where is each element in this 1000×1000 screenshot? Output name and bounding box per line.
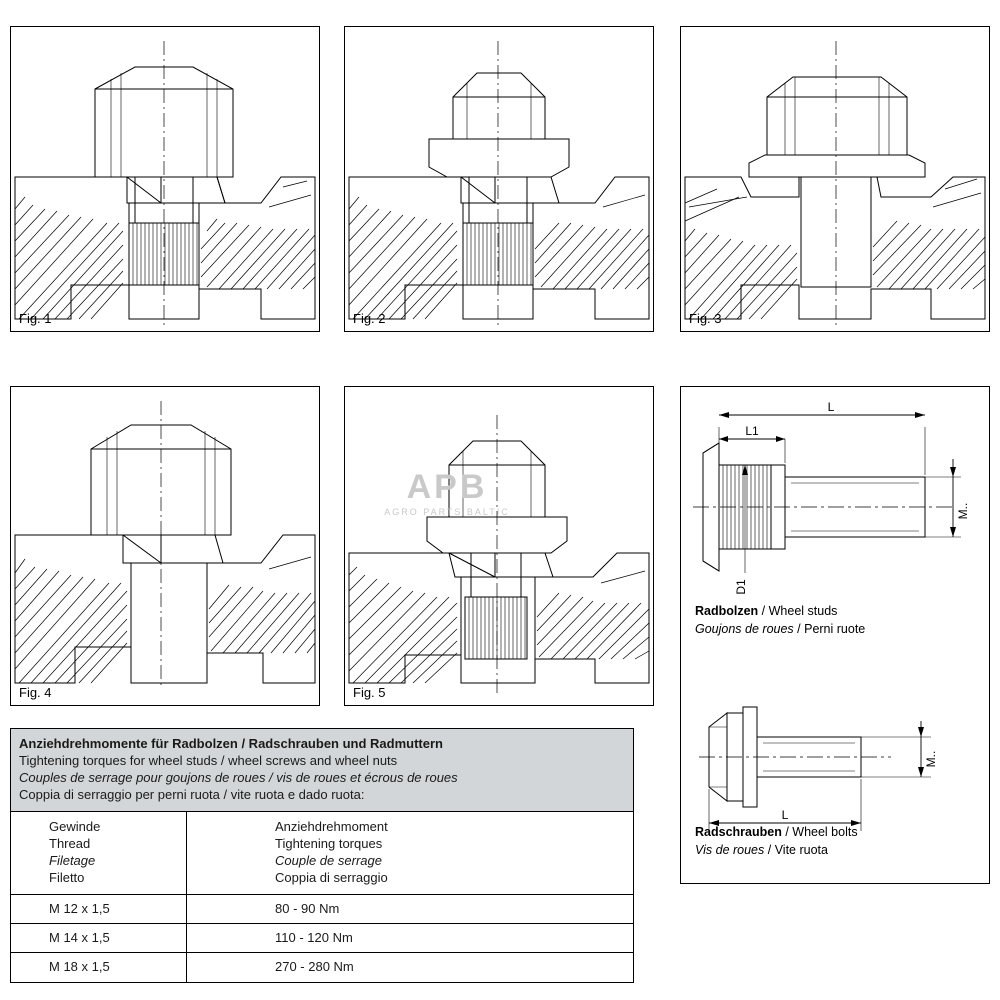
figure-5-label: Fig. 5	[353, 685, 386, 700]
column-header-thread-it: Filetto	[49, 870, 85, 886]
column-header-torque-it: Coppia di serraggio	[275, 870, 388, 886]
watermark-subtitle: AGRO PARTS BALTIC	[384, 507, 510, 517]
figure-2-drawing	[345, 27, 653, 331]
figure-3-drawing	[681, 27, 989, 331]
cell-torque: 270 - 280 Nm	[275, 959, 354, 975]
stud-caption-en: Wheel studs	[768, 604, 838, 618]
wheel-stud-dimension-drawing	[681, 391, 987, 611]
figure-1-label: Fig. 1	[19, 311, 52, 326]
dim-label-L-bolt: L	[781, 808, 789, 822]
figure-panel-3	[680, 26, 990, 332]
table-row	[11, 953, 633, 981]
cell-thread: M 18 x 1,5	[11, 953, 187, 981]
torque-table-heading	[11, 729, 633, 812]
table-column-header-row	[11, 812, 633, 895]
watermark-logo-text: APB	[406, 468, 488, 506]
bolt-caption-de: Radschrauben	[695, 825, 782, 839]
figure-4-drawing	[11, 387, 319, 705]
figure-2-label: Fig. 2	[353, 311, 386, 326]
heading-line-fr: Couples de serrage pour goujons de roues / vis de roues et écrous de roues	[19, 770, 458, 786]
cell-thread: M 12 x 1,5	[11, 895, 187, 923]
stud-caption-fr: Goujons de roues	[695, 622, 794, 637]
figure-panel-5	[344, 386, 654, 706]
bolt-caption-it: Vite ruota	[774, 843, 828, 858]
table-row	[11, 895, 633, 924]
figure-4-label: Fig. 4	[19, 685, 52, 700]
heading-line-de: Anziehdrehmomente für Radbolzen / Radschrauben und Radmuttern	[19, 736, 443, 751]
bolt-caption: Radschrauben / Wheel bolts Vis de roues / Vite ruota	[695, 825, 858, 858]
stud-caption-de: Radbolzen	[695, 604, 759, 618]
heading-line-it: Coppia di serraggio per perni ruota / vite ruota e dado ruota:	[19, 787, 365, 803]
table-row	[11, 924, 633, 953]
dim-label-M-stud: M..	[956, 502, 970, 520]
cell-torque: 80 - 90 Nm	[275, 900, 340, 916]
column-header-torque	[187, 812, 633, 894]
bolt-caption-en: Wheel bolts	[792, 825, 858, 839]
dim-label-L1: L1	[745, 424, 759, 438]
column-header-thread-fr: Filetage	[49, 853, 96, 869]
heading-line-en: Tightening torques for wheel studs / wheel screws and wheel nuts	[19, 753, 398, 769]
cell-thread: M 14 x 1,5	[11, 924, 187, 952]
torque-table	[10, 728, 634, 983]
dim-label-D1: D1	[734, 579, 748, 595]
stud-caption-it: Perni ruote	[804, 622, 866, 637]
figure-5-drawing	[345, 387, 653, 705]
figure-3-label: Fig. 3	[689, 311, 722, 326]
figure-panel-1	[10, 26, 320, 332]
dim-label-L: L	[827, 400, 835, 414]
figure-1-drawing	[11, 27, 319, 331]
stud-caption: Radbolzen / Wheel studs Goujons de roues / Perni ruote	[695, 604, 866, 637]
column-header-torque-de: Anziehdrehmoment	[275, 818, 388, 834]
cell-torque: 110 - 120 Nm	[275, 930, 353, 946]
dim-label-M-bolt: M..	[924, 750, 938, 768]
column-header-torque-fr: Couple de serrage	[275, 853, 382, 869]
column-header-thread-en: Thread	[49, 835, 91, 851]
dimension-panel	[680, 386, 990, 884]
figure-panel-2	[344, 26, 654, 332]
bolt-caption-fr: Vis de roues	[695, 843, 765, 858]
figure-panel-4	[10, 386, 320, 706]
column-header-thread-de: Gewinde	[49, 818, 101, 834]
column-header-torque-en: Tightening torques	[275, 835, 383, 851]
column-header-thread	[11, 812, 187, 894]
